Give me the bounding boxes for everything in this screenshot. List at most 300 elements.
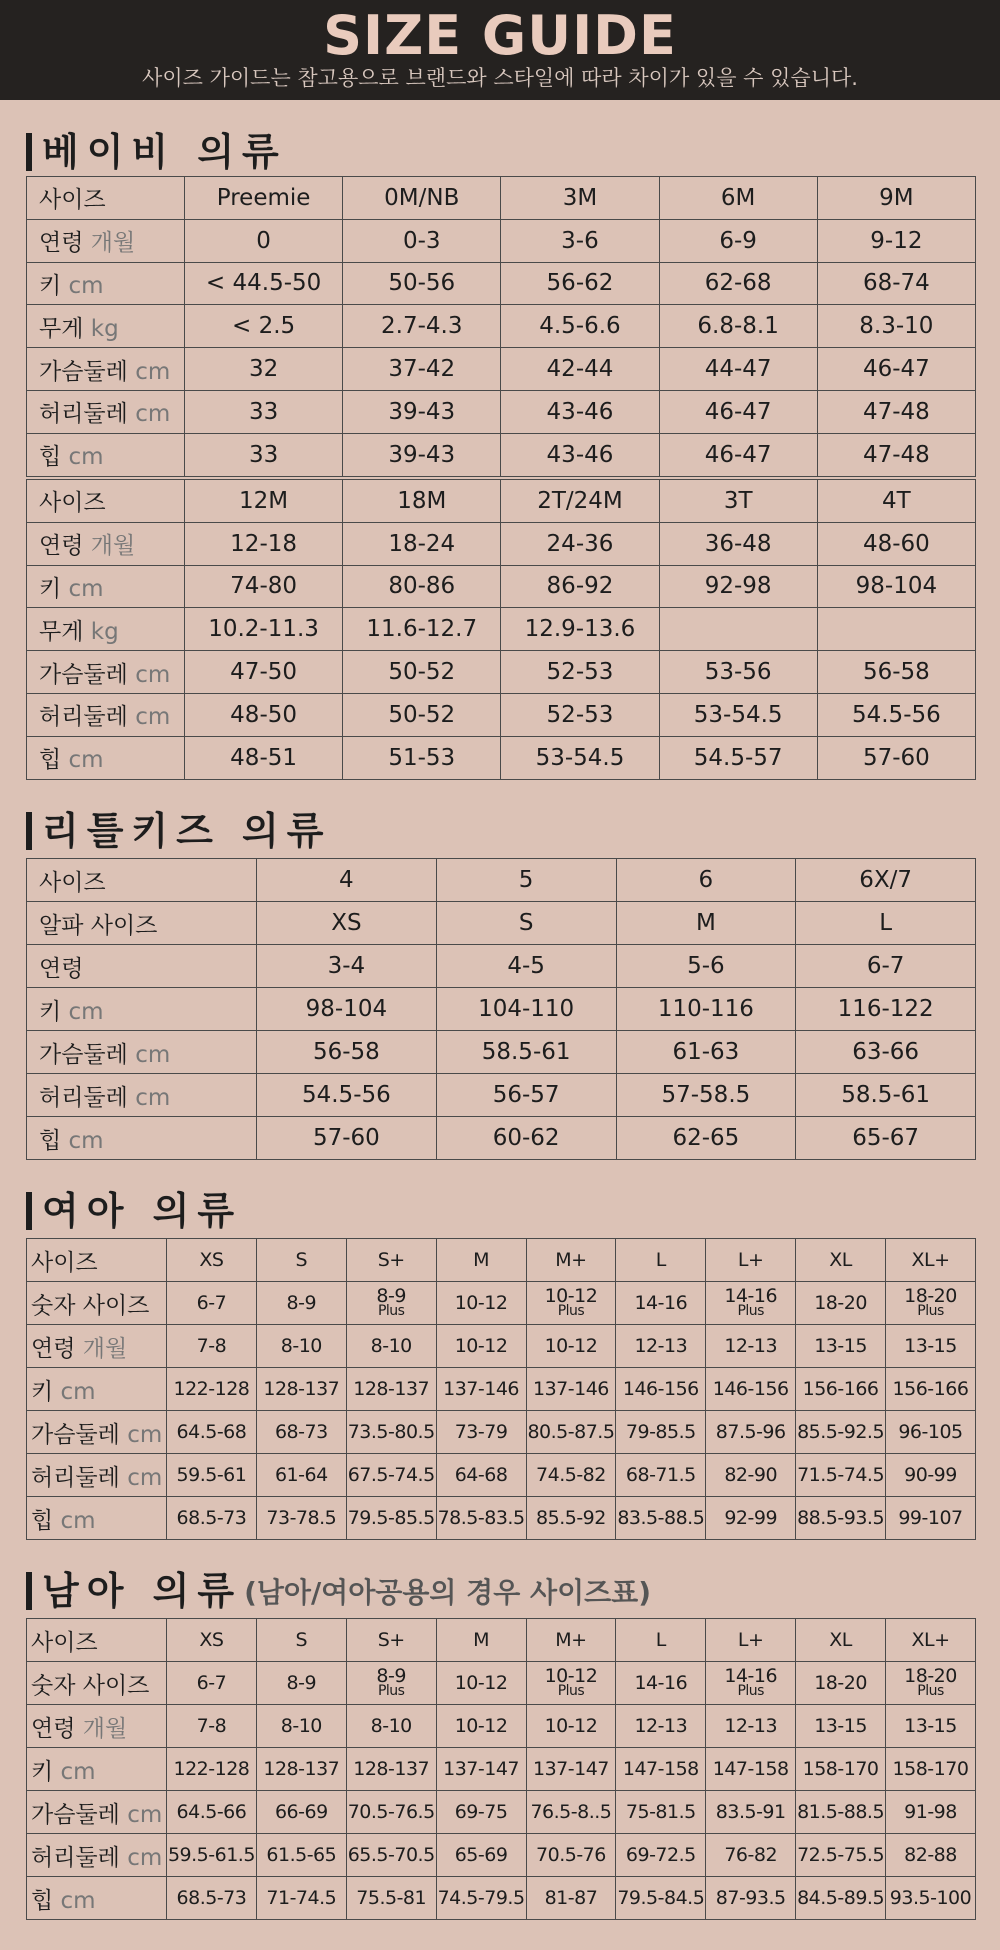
table-row	[27, 1877, 976, 1920]
table-cell: 62-68	[659, 262, 817, 305]
row-unit: 개월	[90, 230, 136, 257]
row-unit: cm	[135, 661, 171, 688]
row-label	[27, 651, 185, 694]
table-cell: < 2.5	[185, 305, 343, 348]
row-label-text: 무게	[39, 315, 84, 342]
table-cell: 122-128	[167, 1748, 257, 1791]
table-cell: 32	[185, 348, 343, 391]
table-cell: 13-15	[886, 1705, 976, 1748]
table-cell: 10-12	[526, 1325, 616, 1368]
num-size-value: 14-16	[724, 1285, 778, 1307]
num-size-cell	[167, 1662, 257, 1705]
table-cell: 68-71.5	[616, 1454, 706, 1497]
table-row	[27, 693, 976, 736]
row-label-text: 가슴둘레	[39, 358, 128, 385]
table-row	[27, 348, 976, 391]
table-cell: 6.8-8.1	[659, 305, 817, 348]
row-label-text: 키	[39, 575, 62, 602]
size-header-cell: L	[616, 1239, 706, 1282]
table-cell: 48-51	[185, 736, 343, 779]
table-cell: 47-48	[817, 390, 975, 433]
row-label	[27, 902, 257, 945]
page-subtitle: 사이즈 가이드는 참고용으로 브랜드와 스타일에 따라 차이가 있을 수 있습니다.	[142, 66, 858, 90]
row-label-text: 키	[39, 272, 62, 299]
table-cell: 73.5-80.5	[346, 1411, 436, 1454]
size-header-cell: S+	[346, 1239, 436, 1282]
table-cell: 52-53	[501, 693, 659, 736]
table-cell: 59.5-61.5	[167, 1834, 257, 1877]
num-size-value: 8-9	[286, 1672, 317, 1694]
row-unit: cm	[135, 1084, 171, 1111]
num-size-cell	[346, 1282, 436, 1325]
section-marker	[26, 1572, 32, 1610]
num-size-cell	[256, 1662, 346, 1705]
table-cell: 48-60	[817, 522, 975, 565]
table-cell: 75-81.5	[616, 1791, 706, 1834]
table-row	[27, 1117, 976, 1160]
table-cell	[817, 608, 975, 651]
table-cell: 57-60	[817, 736, 975, 779]
table-cell: 53-56	[659, 651, 817, 694]
table-cell: 88.5-93.5	[796, 1497, 886, 1540]
row-unit: cm	[60, 1378, 96, 1405]
row-unit: cm	[60, 1887, 96, 1914]
table-cell: < 44.5-50	[185, 262, 343, 305]
table-cell: 65-69	[436, 1834, 526, 1877]
table-cell: 10-12	[436, 1325, 526, 1368]
size-header-cell: 6X/7	[796, 859, 976, 902]
table-cell: 58.5-61	[436, 1031, 616, 1074]
num-size-cell	[436, 1282, 526, 1325]
table-row	[27, 1031, 976, 1074]
row-label-text: 힙	[39, 747, 62, 774]
table-cell: 8.3-10	[817, 305, 975, 348]
row-label	[27, 1834, 167, 1877]
num-size-cell	[886, 1282, 976, 1325]
table-cell: 8-10	[256, 1325, 346, 1368]
size-header-cell: 18M	[343, 480, 501, 523]
table-cell: 85.5-92	[526, 1497, 616, 1540]
table-cell: 76.5-8..5	[526, 1791, 616, 1834]
table-cell: XS	[257, 902, 437, 945]
row-label-text: 연령	[31, 1715, 76, 1742]
table-cell: 85.5-92.5	[796, 1411, 886, 1454]
table-cell: 7-8	[167, 1325, 257, 1368]
table-cell: 64.5-66	[167, 1791, 257, 1834]
row-label-text: 힙	[31, 1887, 54, 1914]
table-cell: 51-53	[343, 736, 501, 779]
row-unit: cm	[127, 1421, 163, 1448]
num-size-value: 8-9	[376, 1665, 406, 1687]
table-cell: 128-137	[256, 1368, 346, 1411]
row-label-text: 가슴둘레	[31, 1421, 120, 1448]
row-label	[27, 1791, 167, 1834]
table-cell: 71-74.5	[256, 1877, 346, 1920]
row-label	[27, 522, 185, 565]
row-unit: cm	[135, 704, 171, 731]
table-cell: 48-50	[185, 693, 343, 736]
table-cell: 147-158	[706, 1748, 796, 1791]
table-cell: 24-36	[501, 522, 659, 565]
row-label-text: 허리둘레	[31, 1464, 120, 1491]
table-cell: 39-43	[343, 390, 501, 433]
table-cell: 39-43	[343, 433, 501, 476]
girls-size-table	[26, 1238, 976, 1540]
row-label	[27, 262, 185, 305]
table-row	[27, 1282, 976, 1325]
table-cell: 146-156	[616, 1368, 706, 1411]
table-cell: 61-64	[256, 1454, 346, 1497]
num-size-value: 10-12	[454, 1292, 508, 1314]
table-row	[27, 1368, 976, 1411]
row-label-text: 알파 사이즈	[39, 912, 158, 939]
row-label-text: 연령	[31, 1335, 76, 1362]
num-size-plus	[886, 1285, 975, 1319]
size-header-cell: 9M	[817, 177, 975, 220]
table-row	[27, 1748, 976, 1791]
table-cell: 69-72.5	[616, 1834, 706, 1877]
num-size-cell	[256, 1282, 346, 1325]
table-cell: 12.9-13.6	[501, 608, 659, 651]
table-cell: 137-147	[526, 1748, 616, 1791]
size-header-cell: M	[436, 1619, 526, 1662]
table-cell: 128-137	[256, 1748, 346, 1791]
table-cell: 44-47	[659, 348, 817, 391]
size-header-cell: 6	[616, 859, 796, 902]
table-cell: 137-146	[526, 1368, 616, 1411]
section-marker	[26, 812, 32, 850]
table-cell: 81-87	[526, 1877, 616, 1920]
row-unit: cm	[135, 358, 171, 385]
row-label	[27, 693, 185, 736]
table-cell: 0	[185, 219, 343, 262]
num-size-cell	[796, 1662, 886, 1705]
table-cell: 13-15	[796, 1705, 886, 1748]
table-cell: 158-170	[796, 1748, 886, 1791]
row-unit: cm	[68, 575, 104, 602]
row-label	[27, 1325, 167, 1368]
table-cell: 82-88	[886, 1834, 976, 1877]
table-cell: 122-128	[167, 1368, 257, 1411]
num-size-value: 18-20	[904, 1285, 957, 1307]
table-cell: 3-6	[501, 219, 659, 262]
table-cell	[659, 608, 817, 651]
table-cell: 57-58.5	[616, 1074, 796, 1117]
table-cell: 7-8	[167, 1705, 257, 1748]
plus-label: Plus	[917, 1303, 944, 1319]
table-cell: 81.5-88.5	[796, 1791, 886, 1834]
table-cell: 10-12	[526, 1705, 616, 1748]
row-label-text: 무게	[39, 618, 84, 645]
table-cell: 68-73	[256, 1411, 346, 1454]
num-size-value: 14-16	[634, 1292, 688, 1314]
size-header-cell: XS	[167, 1239, 257, 1282]
table-row	[27, 305, 976, 348]
table-row	[27, 565, 976, 608]
table-cell: 50-52	[343, 651, 501, 694]
baby-size-table-2	[26, 479, 976, 780]
table-cell: 73-79	[436, 1411, 526, 1454]
table-cell: 46-47	[659, 433, 817, 476]
size-header-cell: XL	[796, 1619, 886, 1662]
table-row	[27, 1454, 976, 1497]
size-header-cell: 4T	[817, 480, 975, 523]
num-size-plus	[706, 1665, 795, 1699]
section-title-girls: 여아 의류	[26, 1190, 242, 1232]
table-cell: 61.5-65	[256, 1834, 346, 1877]
row-label-text: 가슴둘레	[39, 661, 128, 688]
num-size-value: 10-12	[454, 1672, 508, 1694]
table-header-row	[27, 1239, 976, 1282]
row-label-text: 연령	[39, 230, 84, 257]
num-size-cell	[167, 1282, 257, 1325]
table-cell: 64-68	[436, 1454, 526, 1497]
row-label-text: 힙	[31, 1507, 54, 1534]
plus-label: Plus	[917, 1683, 944, 1699]
table-row	[27, 1791, 976, 1834]
table-cell: 59.5-61	[167, 1454, 257, 1497]
size-header-label: 사이즈	[27, 1619, 167, 1662]
num-size-value: 14-16	[634, 1672, 688, 1694]
table-cell: 80.5-87.5	[526, 1411, 616, 1454]
num-size-plus	[706, 1285, 795, 1319]
row-label-text: 가슴둘레	[39, 1041, 128, 1068]
table-cell: 78.5-83.5	[436, 1497, 526, 1540]
table-cell: 64.5-68	[167, 1411, 257, 1454]
row-label	[27, 219, 185, 262]
row-label-text: 연령	[39, 533, 84, 560]
table-cell: 137-146	[436, 1368, 526, 1411]
table-cell: 68.5-73	[167, 1877, 257, 1920]
row-label	[27, 1705, 167, 1748]
plus-label: Plus	[737, 1683, 764, 1699]
table-cell: 76-82	[706, 1834, 796, 1877]
table-header-row	[27, 1619, 976, 1662]
size-header-cell: XS	[167, 1619, 257, 1662]
table-row	[27, 1497, 976, 1540]
row-unit: cm	[68, 272, 104, 299]
table-cell: 6-7	[796, 945, 976, 988]
table-cell: 8-10	[346, 1705, 436, 1748]
num-size-value: 18-20	[904, 1665, 957, 1687]
table-cell: 92-99	[706, 1497, 796, 1540]
size-header-cell: M+	[526, 1619, 616, 1662]
table-cell: 87-93.5	[706, 1877, 796, 1920]
num-size-value: 8-9	[376, 1285, 406, 1307]
size-header-cell: 3T	[659, 480, 817, 523]
num-size-cell	[706, 1662, 796, 1705]
num-size-cell	[796, 1282, 886, 1325]
table-cell: 10.2-11.3	[185, 608, 343, 651]
plus-label: Plus	[557, 1303, 585, 1319]
row-unit: cm	[127, 1464, 163, 1491]
plus-label: Plus	[737, 1303, 764, 1319]
table-row	[27, 651, 976, 694]
table-cell: 104-110	[436, 988, 616, 1031]
table-cell: 47-50	[185, 651, 343, 694]
table-cell: 13-15	[796, 1325, 886, 1368]
num-size-cell	[436, 1662, 526, 1705]
table-cell: 13-15	[886, 1325, 976, 1368]
table-cell: 46-47	[659, 390, 817, 433]
table-row	[27, 988, 976, 1031]
table-cell: 60-62	[436, 1117, 616, 1160]
table-cell: 12-13	[616, 1705, 706, 1748]
table-cell: 9-12	[817, 219, 975, 262]
row-unit: cm	[68, 998, 104, 1025]
num-size-plus	[347, 1285, 436, 1319]
table-cell: 47-48	[817, 433, 975, 476]
table-cell: 79.5-84.5	[616, 1877, 706, 1920]
table-cell: 90-99	[886, 1454, 976, 1497]
row-label-text: 힙	[39, 1127, 62, 1154]
row-unit: kg	[90, 315, 119, 342]
table-cell: 156-166	[886, 1368, 976, 1411]
table-cell: 4.5-6.6	[501, 305, 659, 348]
table-cell: 74.5-82	[526, 1454, 616, 1497]
table-row	[27, 736, 976, 779]
page-title: SIZE GUIDE	[323, 4, 677, 67]
size-header-label: 사이즈	[27, 177, 185, 220]
table-cell: 57-60	[257, 1117, 437, 1160]
table-cell: 54.5-56	[817, 693, 975, 736]
num-size-plus	[527, 1665, 616, 1699]
num-size-value: 6-7	[196, 1292, 227, 1314]
size-header-cell: L+	[706, 1239, 796, 1282]
row-label	[27, 390, 185, 433]
row-unit: 개월	[82, 1715, 128, 1742]
table-cell: 33	[185, 390, 343, 433]
table-cell: 79.5-85.5	[346, 1497, 436, 1540]
table-cell: 67.5-74.5	[346, 1454, 436, 1497]
row-label	[27, 736, 185, 779]
table-cell: 146-156	[706, 1368, 796, 1411]
row-unit: cm	[60, 1758, 96, 1785]
row-label-text: 허리둘레	[39, 1084, 128, 1111]
table-cell: 18-24	[343, 522, 501, 565]
table-cell: 54.5-57	[659, 736, 817, 779]
row-unit: cm	[68, 1127, 104, 1154]
table-cell: 68-74	[817, 262, 975, 305]
num-size-value: 6-7	[196, 1672, 227, 1694]
table-cell: 158-170	[886, 1748, 976, 1791]
table-cell: M	[616, 902, 796, 945]
table-cell: 56-58	[257, 1031, 437, 1074]
table-row	[27, 1705, 976, 1748]
row-label	[27, 565, 185, 608]
table-cell: 84.5-89.5	[796, 1877, 886, 1920]
table-row	[27, 390, 976, 433]
size-header-cell: 2T/24M	[501, 480, 659, 523]
table-cell: 43-46	[501, 390, 659, 433]
table-row	[27, 608, 976, 651]
row-label	[27, 1368, 167, 1411]
num-size-cell	[706, 1282, 796, 1325]
table-cell: 54.5-56	[257, 1074, 437, 1117]
section-title-baby: 베이비 의류	[26, 131, 287, 173]
section-title-little-kids: 리틀키즈 의류	[26, 810, 331, 852]
plus-label: Plus	[377, 1303, 405, 1319]
table-cell: 116-122	[796, 988, 976, 1031]
row-label	[27, 1411, 167, 1454]
table-cell: 33	[185, 433, 343, 476]
table-cell: S	[436, 902, 616, 945]
table-cell: 62-65	[616, 1117, 796, 1160]
num-size-cell	[526, 1282, 616, 1325]
num-size-plus	[886, 1665, 975, 1699]
page-header	[0, 0, 1000, 100]
table-cell: 68.5-73	[167, 1497, 257, 1540]
table-cell: 71.5-74.5	[796, 1454, 886, 1497]
row-unit: 개월	[82, 1335, 128, 1362]
size-header-cell: XL+	[886, 1619, 976, 1662]
section-marker	[26, 133, 32, 171]
num-size-value: 18-20	[814, 1672, 867, 1694]
row-label-text: 키	[39, 998, 62, 1025]
row-label-text: 가슴둘레	[31, 1801, 120, 1828]
table-cell: 56-58	[817, 651, 975, 694]
table-row	[27, 522, 976, 565]
table-cell: 65-67	[796, 1117, 976, 1160]
row-label-text: 허리둘레	[39, 704, 128, 731]
section-title-boys: 남아 의류 (남아/여아공용의 경우 사이즈표)	[26, 1570, 651, 1612]
table-cell: 56-62	[501, 262, 659, 305]
table-cell: 70.5-76	[526, 1834, 616, 1877]
row-unit: kg	[90, 618, 119, 645]
table-cell: 12-13	[706, 1705, 796, 1748]
row-unit: 개월	[90, 533, 136, 560]
size-header-cell: 5	[436, 859, 616, 902]
table-cell: 73-78.5	[256, 1497, 346, 1540]
num-size-value: 18-20	[814, 1292, 867, 1314]
little-kids-size-table	[26, 858, 976, 1160]
table-cell: 99-107	[886, 1497, 976, 1540]
table-header-row	[27, 480, 976, 523]
table-cell: 8-10	[256, 1705, 346, 1748]
table-cell: 128-137	[346, 1748, 436, 1791]
table-cell: 79-85.5	[616, 1411, 706, 1454]
table-row	[27, 1834, 976, 1877]
table-cell: 5-6	[616, 945, 796, 988]
num-size-value: 8-9	[286, 1292, 317, 1314]
table-cell: 75.5-81	[346, 1877, 436, 1920]
num-size-cell	[616, 1282, 706, 1325]
size-header-cell: L+	[706, 1619, 796, 1662]
baby-size-table-1	[26, 176, 976, 477]
table-header-row	[27, 177, 976, 220]
table-cell: 98-104	[257, 988, 437, 1031]
table-cell: 52-53	[501, 651, 659, 694]
size-header-cell: 3M	[501, 177, 659, 220]
plus-label: Plus	[377, 1683, 405, 1699]
table-cell: 50-52	[343, 693, 501, 736]
size-header-cell: 6M	[659, 177, 817, 220]
table-cell: 53-54.5	[501, 736, 659, 779]
row-unit: cm	[68, 444, 104, 471]
row-label-text: 연령	[39, 955, 84, 982]
table-row	[27, 1074, 976, 1117]
row-unit: cm	[135, 1041, 171, 1068]
num-size-cell	[346, 1662, 436, 1705]
row-label	[27, 1748, 167, 1791]
row-label-text: 키	[31, 1378, 54, 1405]
row-label	[27, 1031, 257, 1074]
size-header-cell: S	[256, 1239, 346, 1282]
table-cell: 156-166	[796, 1368, 886, 1411]
section-marker	[26, 1192, 32, 1230]
table-cell: 10-12	[436, 1705, 526, 1748]
size-header-label: 사이즈	[27, 480, 185, 523]
